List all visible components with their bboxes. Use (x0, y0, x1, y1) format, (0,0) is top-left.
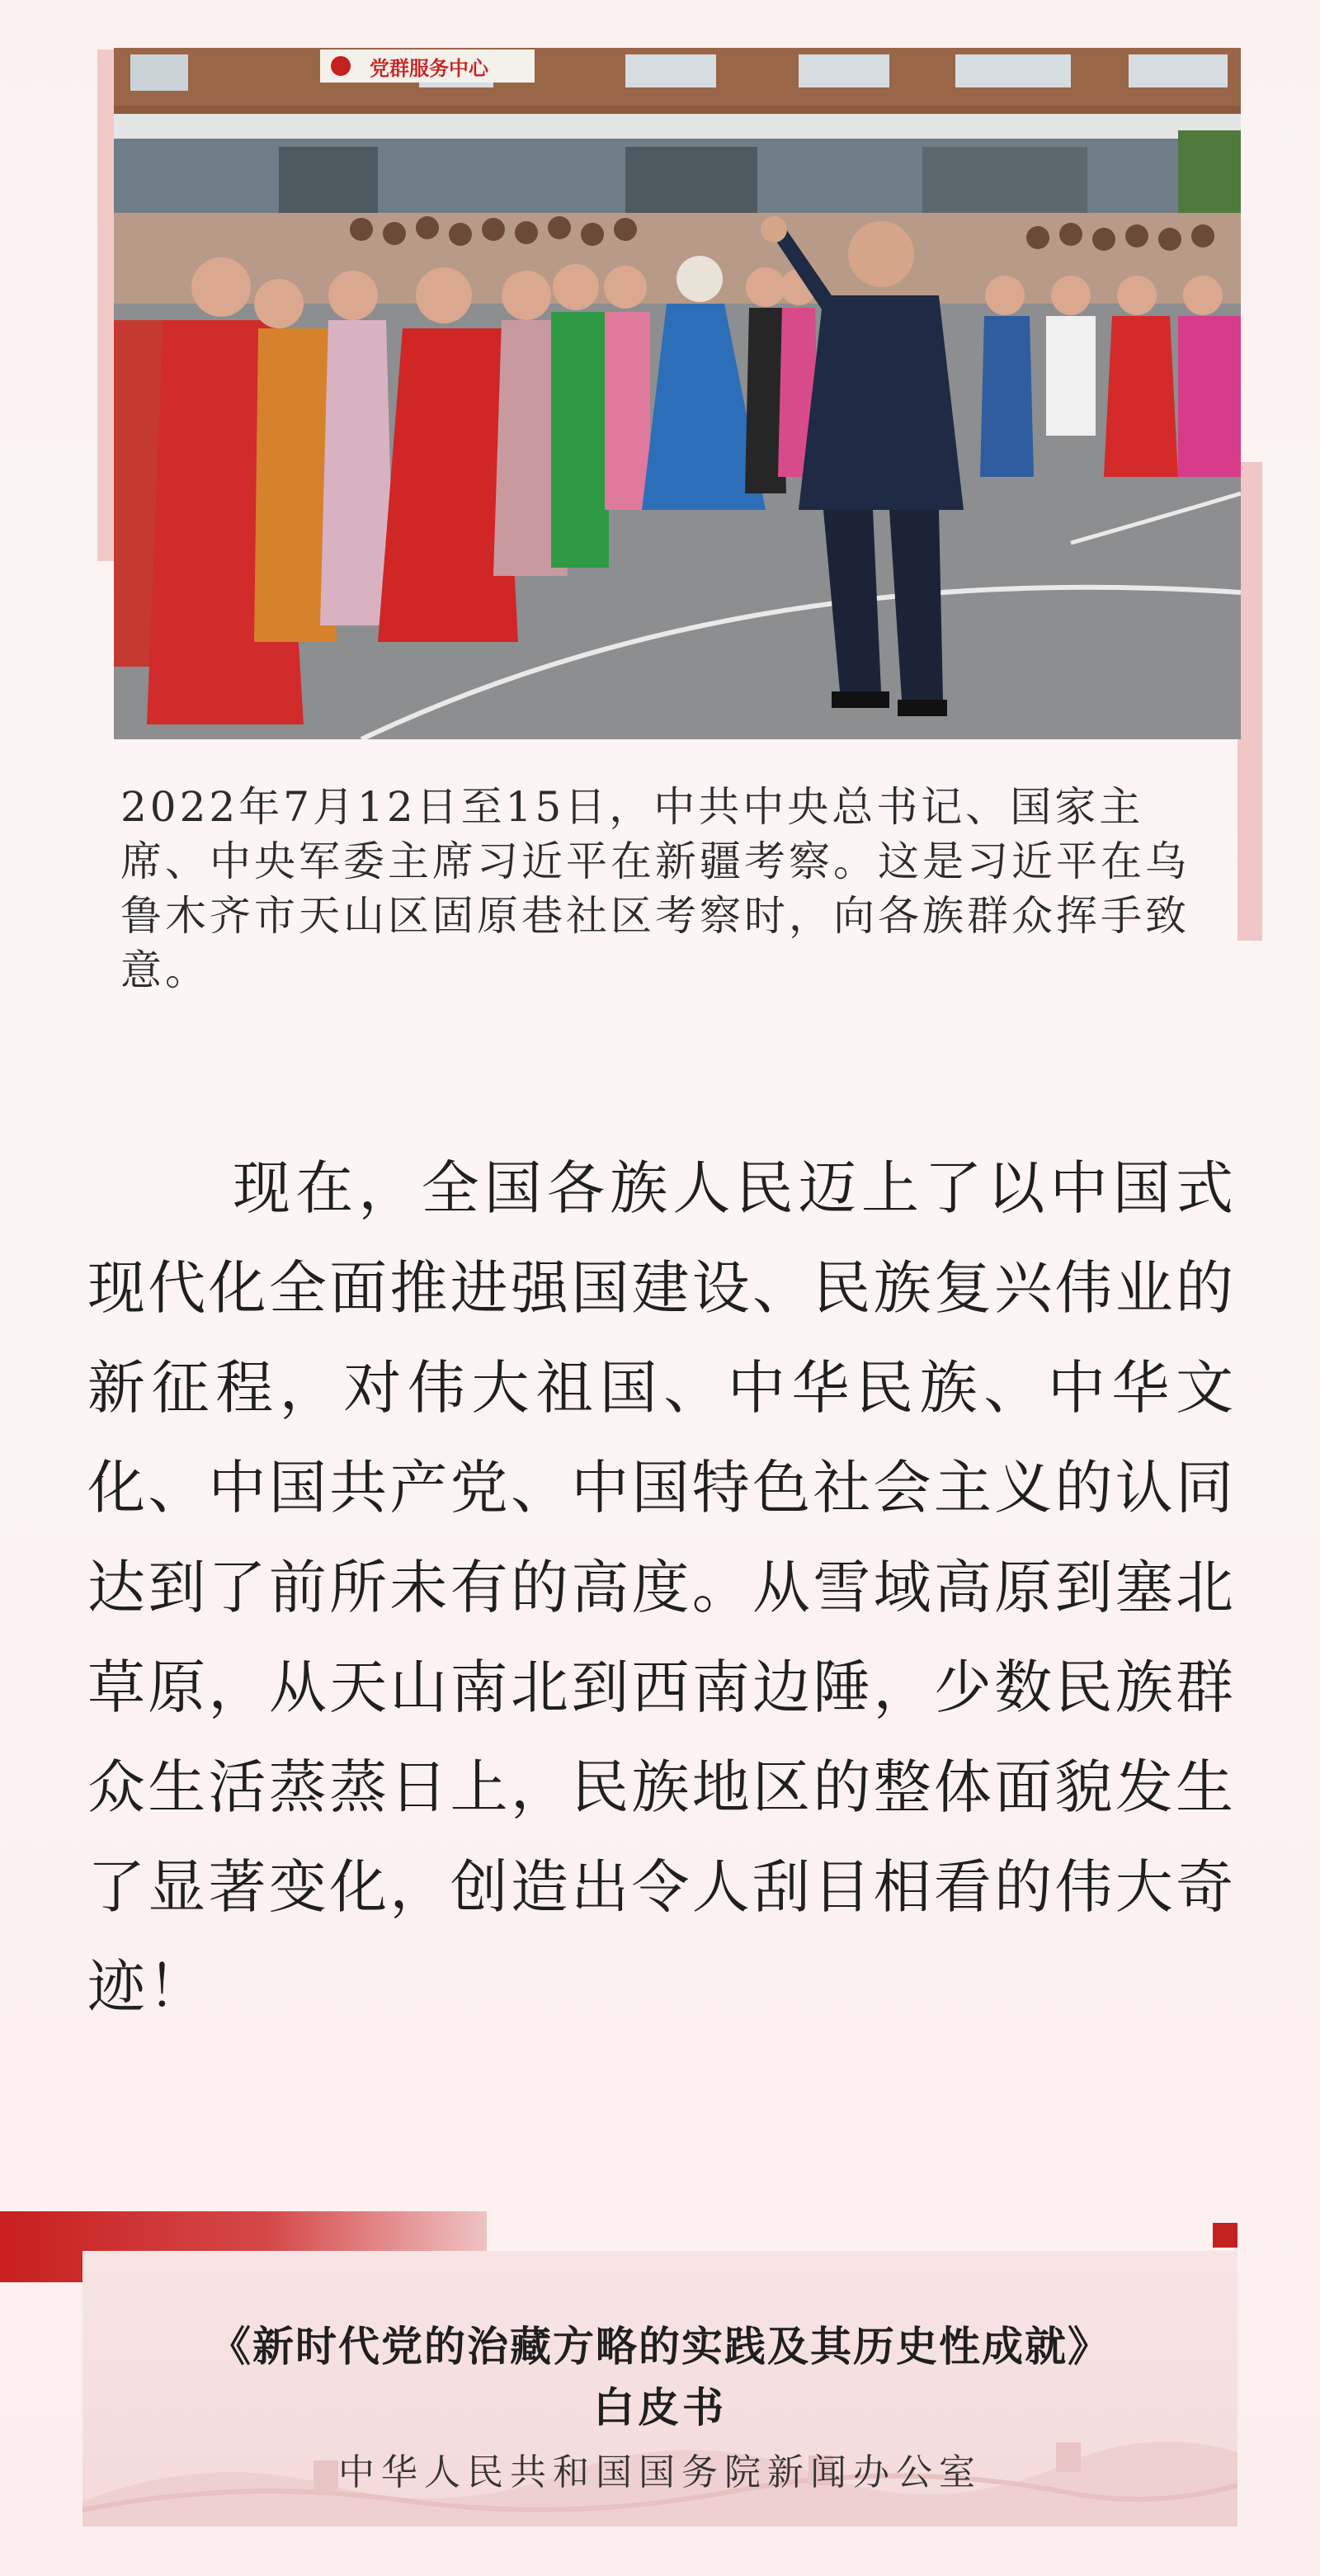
source-title: 《新时代党的治藏方略的实践及其历史性成就》 (210, 2322, 1110, 2371)
source-subtitle: 白皮书 (593, 2383, 727, 2432)
source-org: 中华人民共和国国务院新闻办公室 (338, 2451, 982, 2493)
article-body: 现在，全国各族人民迈上了以中国式现代化全面推进强国建设、民族复兴伟业的新征程，对伟大祖国、中华民族、中华文化、中国共产党、中国特色社会主义的认同达到了前所未有的高度。从雪域高原到塞北草原，从天山南北到西南边陲，少数民族群众生活蒸蒸日上，民族地区的整体面貌发生了显著变化，创造出令人刮目相看的伟大奇迹！ (87, 1154, 1236, 2021)
photo-banner-text: 党群服务中心 (370, 57, 488, 80)
news-photo (114, 48, 1241, 739)
photo-caption: 2022年7月12日至15日，中共中央总书记、国家主席、中央军委主席习近平在新疆考察。这是习近平在乌鲁木齐市天山区固原巷社区考察时，向各族群众挥手致意。 (120, 783, 1190, 994)
photo-illustration (114, 48, 1241, 739)
decor-accent-right (1238, 462, 1262, 941)
decor-accent-left (97, 50, 116, 561)
decor-red-square (1213, 2223, 1238, 2248)
source-box (82, 2251, 1238, 2526)
